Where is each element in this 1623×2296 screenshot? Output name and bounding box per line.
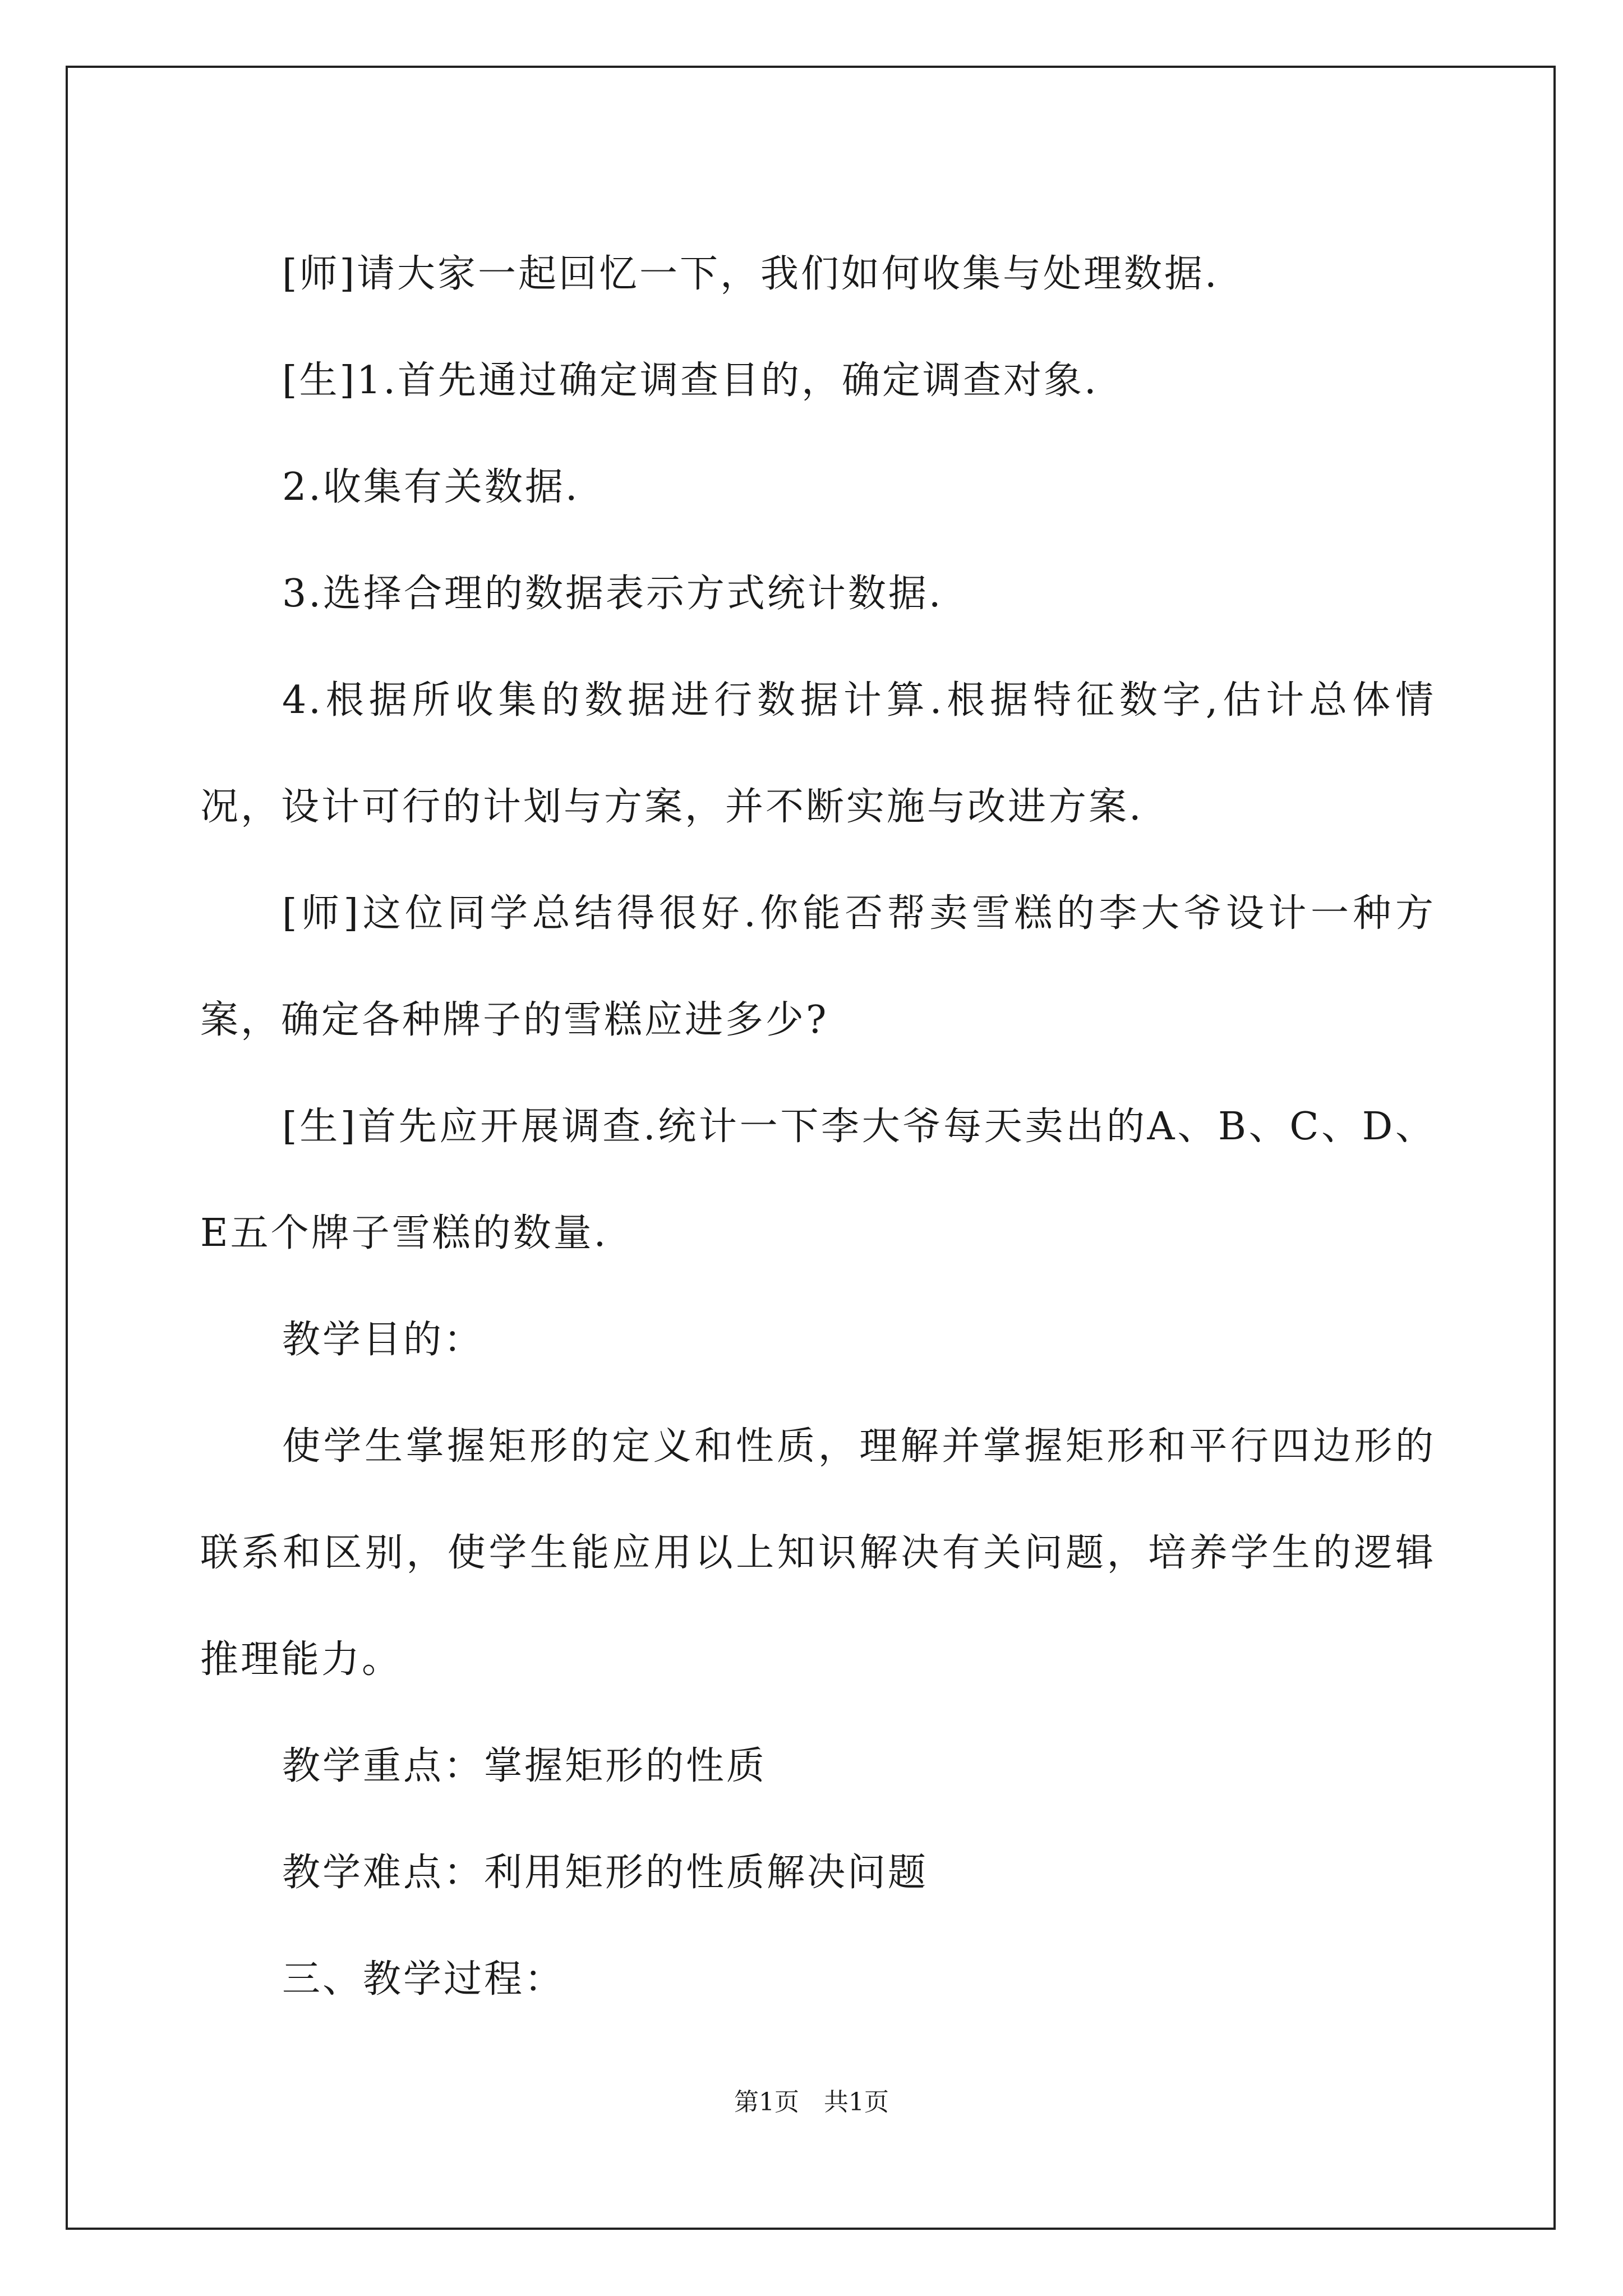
page-number-label: 第1页 共1页 bbox=[734, 2088, 889, 2116]
paragraph-difficulty: 教学难点：利用矩形的性质解决问题 bbox=[282, 1851, 929, 1895]
paragraph-step-4: 4.根据所收集的数据进行数据计算.根据特征数字,估计总体情况，设计可行的计划与方案，并不断实施与改进方案. bbox=[200, 678, 1436, 829]
paragraph-teaching-goal: 使学生掌握矩形的定义和性质，理解并掌握矩形和平行四边形的联系和区别，使学生能应用以上知识解决有关问题，培养学生的逻辑推理能力。 bbox=[200, 1424, 1436, 1682]
paragraph-key-point: 教学重点：掌握矩形的性质 bbox=[282, 1744, 767, 1788]
paragraph-teacher-question: [师]请大家一起回忆一下，我们如何收集与处理数据. bbox=[282, 252, 1219, 296]
heading-teaching-process: 三、教学过程： bbox=[282, 1957, 565, 2001]
document-body bbox=[200, 221, 1436, 2033]
paragraph-teacher-praise: [师]这位同学总结得很好.你能否帮卖雪糕的李大爷设计一种方案，确定各种牌子的雪糕应进多少? bbox=[200, 891, 1436, 1042]
paragraph-student-survey: [生]首先应开展调查.统计一下李大爷每天卖出的A、B、C、D、E五个牌子雪糕的数量. bbox=[200, 1105, 1436, 1255]
page-footer bbox=[0, 2086, 1623, 2119]
heading-teaching-goal: 教学目的： bbox=[282, 1318, 485, 1362]
paragraph-step-3: 3.选择合理的数据表示方式统计数据. bbox=[282, 572, 943, 616]
paragraph-step-2: 2.收集有关数据. bbox=[282, 465, 580, 509]
paragraph-student-step-1: [生]1.首先通过确定调查目的，确定调查对象. bbox=[282, 358, 1099, 403]
